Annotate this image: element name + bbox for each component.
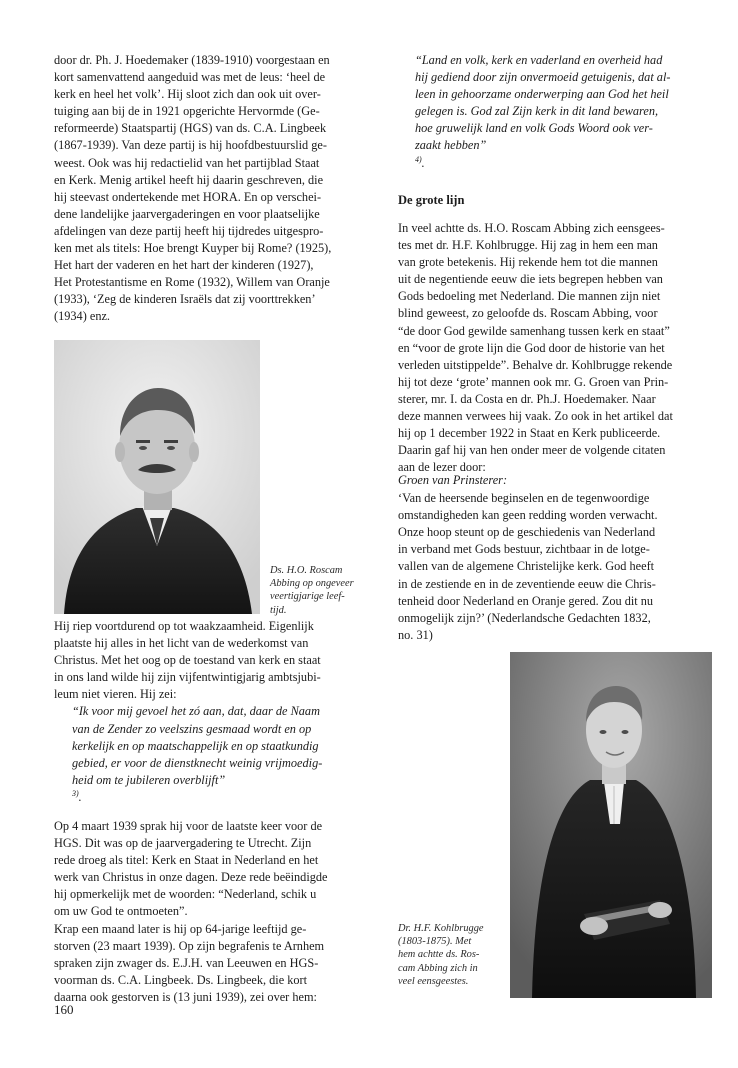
text-line: spraken zijn zwager ds. E.J.H. van Leeuwen en HGS- [54, 955, 319, 970]
groen-citation-text [398, 490, 712, 644]
quote-line: “Ik voor mij gevoel het zó aan, dat, daar de Naam [72, 704, 320, 719]
text-line: in ons land wilde hij zijn vijfentwintigjarig ambtsjubi- [54, 670, 321, 685]
portrait-kohlbrugge-drawing [510, 652, 712, 998]
text-line: rede droeg als titel: Kerk en Staat in Nederland en het [54, 853, 319, 868]
caption-line: (1803-1875). Met [398, 936, 472, 948]
text-line: Op 4 maart 1939 sprak hij voor de laatste keer voor de [54, 819, 323, 833]
text-line: “de door God gewilde samenhang tussen kerk en staat” [398, 323, 670, 338]
text-line: verleden uitstippelde”. Behalve dr. Kohlbrugge rekende [398, 357, 673, 372]
text-line: kort samenvattend aangeduid was met de leus: ‘heel de [54, 70, 326, 85]
text-line: HGS. Dit was op de jaarvergadering te Utrecht. Zijn [54, 836, 312, 851]
text-line: ‘Van de heersende beginselen en de tegenwoordige [398, 491, 650, 506]
text-line: (1933), ‘Zeg de kinderen Israëls dat zij voorttrekken’ [54, 292, 316, 307]
caption-line: veel eensgeestes. [398, 975, 469, 987]
quote-end: . [421, 155, 425, 170]
text-line: ken met als titels: Hoe brengt Kuyper bij Rome? (1925), [54, 241, 332, 256]
text-line: tes met dr. H.F. Kohlbrugge. Hij zag in hem een man [398, 238, 658, 253]
quote-line: heid om te jubileren overblijft” [72, 772, 226, 787]
text-line: (1867-1939). Van deze partij is hij hoofdbestuurslid ge- [54, 138, 327, 153]
text-line: daarna ook gestorven is (13 juni 1939), zei over hem: [54, 989, 317, 1004]
quote-line: hij gediend door zijn onvermoeid getuigenis, dat al- [415, 70, 671, 85]
text-line: deze mannen verwees hij vaak. Zo ook in het artikel dat [398, 409, 673, 424]
text-line: omstandigheden kan geen redding worden verwacht. [398, 508, 658, 523]
text-line: in de zestiende en in de zeventiende eeuw die Chris- [398, 576, 656, 591]
quote-line: leen in gehoorzame onderwerping aan God het heil [415, 87, 669, 102]
caption-line: tijd. [270, 604, 287, 616]
caption-line: Ds. H.O. Roscam [270, 565, 343, 576]
lingbeek-quote [415, 52, 711, 172]
groen-heading: Groen van Prinsterer: [398, 473, 508, 487]
last-speech-paragraph-text [54, 818, 370, 1006]
text-line: en “voor de grote lijn die God door de historie van het [398, 340, 665, 355]
text-line: Daarin gaf hij van hen onder meer de volgende citaten [398, 443, 666, 458]
text-line: Hij riep voortdurend op tot waakzaamheid. Eigenlijk [54, 619, 314, 633]
quote-line: “Land en volk, kerk en vaderland en overheid had [415, 53, 663, 67]
portrait-roscam-abbing [54, 340, 260, 614]
text-line: hij steevast ondertekende met HORA. En op verschei- [54, 189, 322, 204]
text-line: sterer, mr. I. da Costa en dr. Ph.J. Hoedemaker. Naar [398, 391, 656, 406]
footnote-ref: 4) [415, 154, 422, 164]
caption-roscam-abbing [270, 564, 365, 617]
quote-line: gebied, er voor de dienstknecht weinig vrijmoedig- [72, 755, 323, 770]
text-line: Christus. Met het oog op de toestand van kerk en staat [54, 653, 321, 668]
jubilee-quote [54, 703, 370, 806]
quote-line: zaakt hebben” [415, 138, 487, 153]
text-line: afdelingen van deze partij heeft hij tijdredes uitgespro- [54, 223, 324, 238]
page-number: 160 [54, 1002, 74, 1017]
text-line: leum niet vieren. Hij zei: [54, 687, 177, 702]
text-line: In veel achtte ds. H.O. Roscam Abbing zich eensgees- [398, 221, 665, 235]
text-line: storven (23 maart 1939). Op zijn begrafenis te Arnhem [54, 938, 325, 953]
text-line: onmogelijk zijn?’ (Nederlandsche Gedachten 1832, [398, 610, 651, 625]
text-line: hij op 1 december 1922 in Staat en Kerk publiceerde. [398, 426, 661, 441]
intro-paragraph [54, 52, 370, 326]
text-line: uit de negentiende eeuw die iets begrepen hebben van [398, 272, 663, 287]
footnote-ref: 3) [72, 788, 79, 798]
text-line: van grote betekenis. Hij rekende hem tot die mannen [398, 255, 658, 270]
caption-kohlbrugge [398, 922, 500, 988]
vigilance-paragraph-text [54, 618, 370, 703]
text-line: (1934) enz. [54, 309, 110, 324]
text-line: voorman ds. C.A. Lingbeek. Ds. Lingbeek, die kort [54, 972, 308, 987]
quote-line: hoe gruwelijk land en volk Gods Woord ook ver- [415, 121, 653, 136]
quote-line: kerkelijk en op maatschappelijk en op staatkundig [72, 738, 319, 753]
caption-line: Dr. H.F. Kohlbrugge [398, 923, 484, 934]
last-speech-paragraph [54, 818, 370, 1006]
quote-line: van de Zender zo veelszins gesmaad wordt en op [72, 721, 312, 736]
text-line: dene landelijke jaarvergaderingen en voor plaatselijke [54, 206, 320, 221]
text-line: tuiging aan bij de in 1921 opgerichte Hervormde (Ge- [54, 104, 320, 119]
text-line: weest. Ook was hij redactielid van het partijblad Staat [54, 155, 320, 170]
text-line: door dr. Ph. J. Hoedemaker (1839-1910) voorgestaan en [54, 53, 330, 67]
text-line: en Kerk. Menig artikel heeft hij daarin geschreven, die [54, 172, 324, 187]
text-line: in verband met Gods bestuur, zichtbaar in de lotge- [398, 542, 650, 557]
lingbeek-quote-text [415, 52, 711, 172]
text-line: werk van Christus in onze dagen. Deze rede beëindigde [54, 870, 328, 885]
caption-line: veertigjarige leef- [270, 591, 345, 603]
caption-line: cam Abbing zich in [398, 962, 478, 974]
vigilance-paragraph [54, 618, 370, 806]
quote-end: . [78, 789, 82, 804]
text-line: no. 31) [398, 627, 433, 642]
text-line: om uw God te ontmoeten”. [54, 904, 188, 919]
text-line: Krap een maand later is hij op 64-jarige leeftijd ge- [54, 921, 307, 936]
text-line: Het Protestantisme en Rome (1932), Willem van Oranje [54, 275, 330, 290]
portrait-roscam-abbing-drawing [54, 340, 260, 614]
portrait-kohlbrugge [510, 652, 712, 998]
caption-line: Abbing op ongeveer [270, 578, 354, 590]
intro-paragraph-text [54, 52, 370, 326]
text-line: vallen van de algemene Christelijke kerk. God heeft [398, 559, 655, 574]
text-line: reformeerde) Staatspartij (HGS) van ds. C.A. Lingbeek [54, 121, 327, 136]
quote-line: gelegen is. God zal Zijn kerk in dit land bewaren, [415, 104, 659, 119]
caption-line: hem achtte ds. Ros- [398, 949, 480, 961]
text-line: tenheid door Nederland en Oranje gered. Zou dit nu [398, 593, 654, 608]
text-line: hij opmerkelijk met de woorden: “Nederland, schik u [54, 887, 317, 902]
groen-citation [398, 472, 712, 644]
text-line: aan de lezer door: [398, 460, 486, 475]
text-line: blind geweest, zo geloofde ds. Roscam Abbing, voor [398, 306, 658, 321]
section-heading: De grote lijn [398, 193, 465, 207]
text-line: kerk en heel het volk’. Hij sloot zich dan ook uit over- [54, 87, 321, 102]
text-line: Het hart der vaderen en het hart der kinderen (1927), [54, 258, 314, 273]
grote-lijn-paragraph-text [398, 220, 712, 476]
text-line: Onze hoop steunt op de geschiedenis van Nederland [398, 525, 656, 540]
text-line: Gods bedoeling met Nederland. Die mannen zijn niet [398, 289, 661, 304]
text-line: hij tot deze ‘grote’ mannen ook mr. G. Groen van Prin- [398, 374, 669, 389]
grote-lijn-paragraph [398, 220, 712, 476]
text-line: plaatste hij alles in het licht van de wederkomst van [54, 636, 309, 651]
